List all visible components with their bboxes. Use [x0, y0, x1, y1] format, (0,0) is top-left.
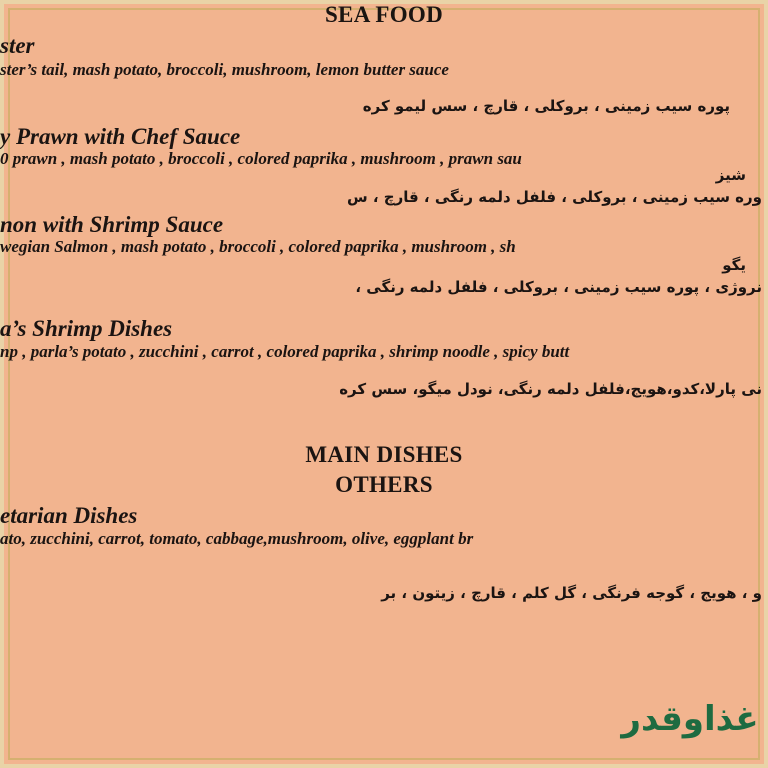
menu-item-description-persian: نروژی ، پوره سیب زمینی ، بروکلی ، فلفل دلمه رنگی ،	[355, 278, 762, 296]
menu-item-title: non with Shrimp Sauce	[0, 212, 224, 237]
menu-item-description-persian: پوره سیب زمینی ، بروکلی ، قارچ ، سس لیمو کره	[362, 97, 730, 115]
menu-item-description-persian: وره سیب زمینی ، بروکلی ، فلفل دلمه رنگی ، قارچ ، س	[346, 188, 762, 206]
menu-item-description-persian-continued: یگو	[722, 256, 746, 274]
menu-item-title: a’s Shrimp Dishes	[0, 316, 173, 341]
section-subheading-others: OTHERS	[335, 472, 433, 497]
menu-item-description: ato, zucchini, carrot, tomato, cabbage,mushroom, olive, eggplant br	[0, 529, 474, 548]
section-heading-main-dishes: MAIN DISHES	[305, 442, 463, 467]
menu-item-title: ster	[0, 33, 35, 58]
menu-item-description-persian-continued: شیز	[715, 166, 746, 184]
menu-item-description: 0 prawn , mash potato , broccoli , colored paprika , mushroom , prawn sau	[0, 149, 522, 168]
menu-item-description: np , parla’s potato , zucchini , carrot , colored paprika , shrimp noodle , spicy butt	[0, 342, 570, 361]
section-heading-sea-food: SEA FOOD	[324, 2, 444, 27]
menu-item-title: etarian Dishes	[0, 503, 138, 528]
brand-logo: غذاوقدر	[621, 699, 759, 739]
menu-item-description: ster’s tail, mash potato, broccoli, mushroom, lemon butter sauce	[0, 60, 449, 79]
menu-item-description-persian: و ، هویج ، گوجه فرنگی ، گل کلم ، قارچ ، زیتون ، بر	[381, 584, 762, 602]
menu-item-description-persian: نی پارلا،کدو،هویج،فلفل دلمه رنگی، نودل میگو، سس کره	[339, 380, 762, 398]
menu-item-title: y Prawn with Chef Sauce	[0, 124, 241, 149]
menu-item-description: wegian Salmon , mash potato , broccoli , colored paprika , mushroom , sh	[0, 237, 516, 256]
